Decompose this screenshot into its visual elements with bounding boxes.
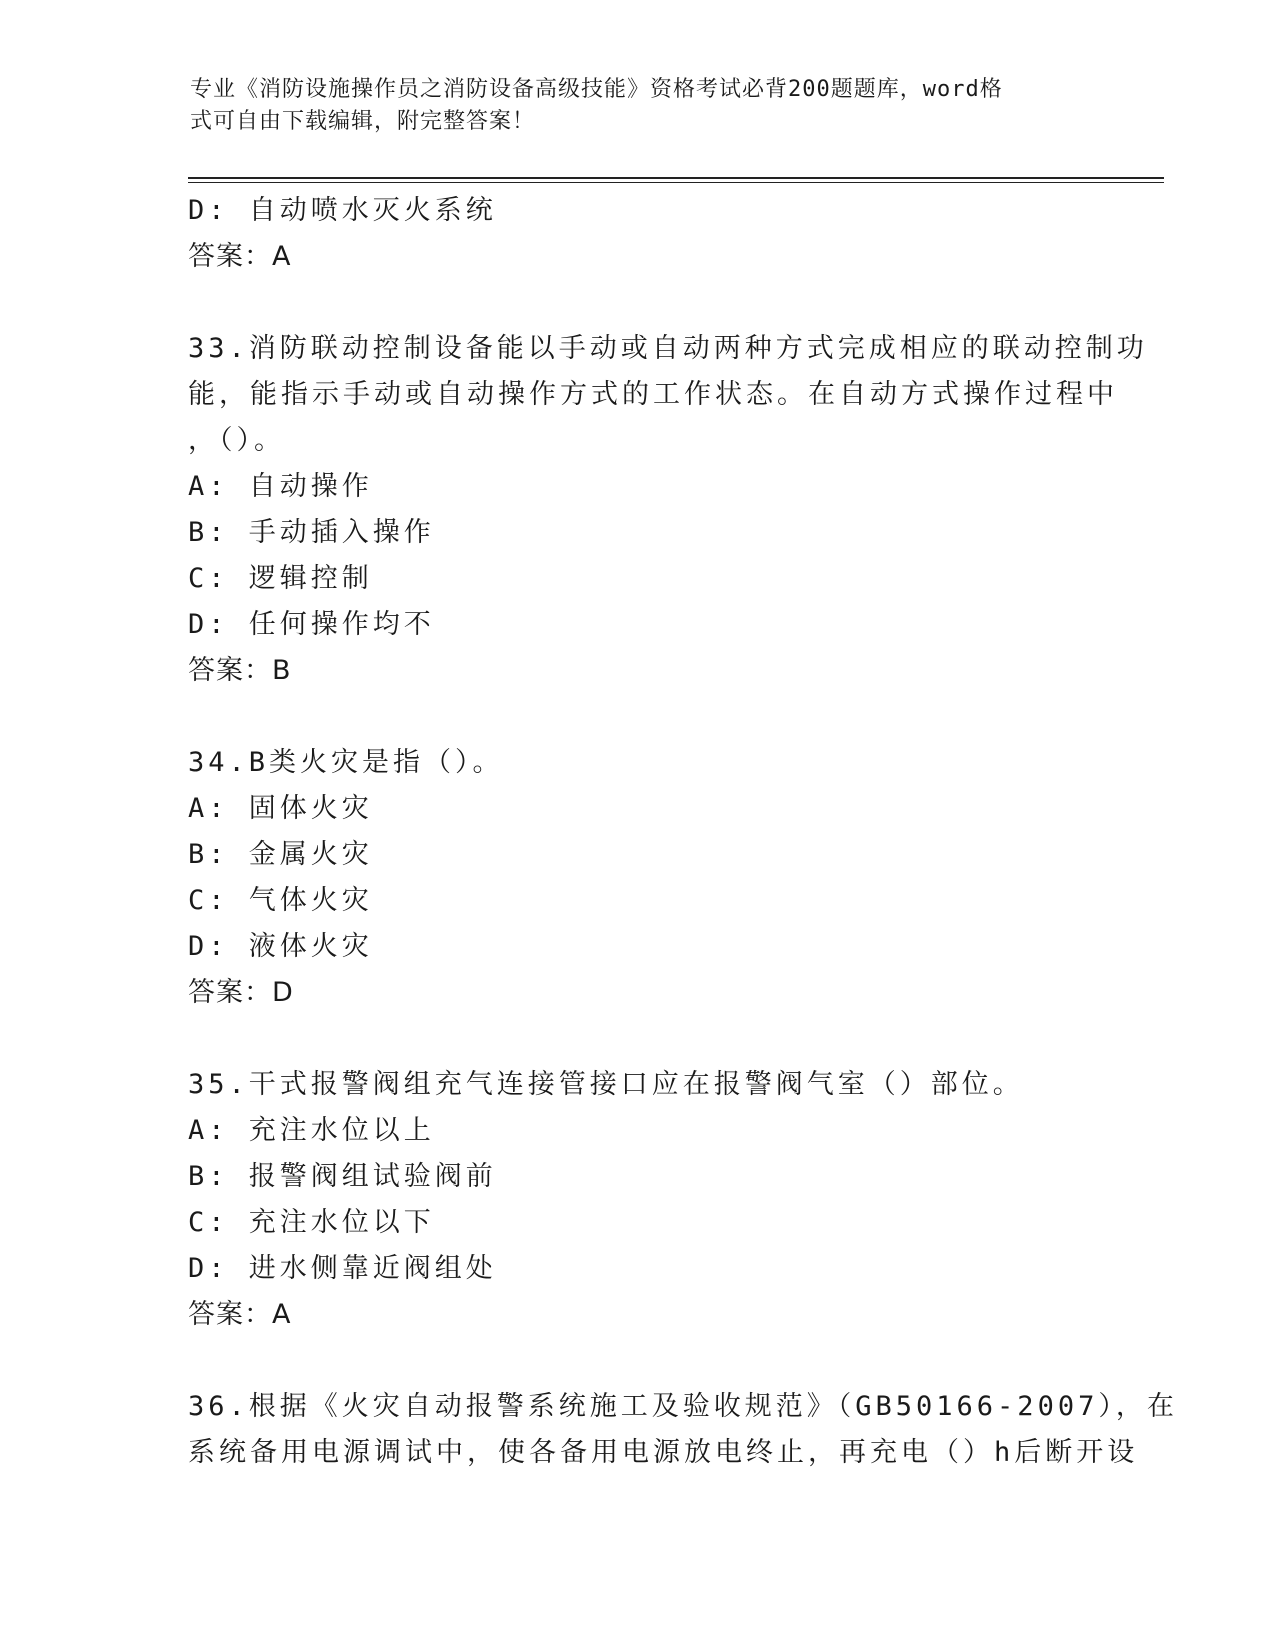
previous-question-tail bbox=[188, 188, 1088, 280]
option-b: B: 手动插入操作 bbox=[188, 517, 435, 548]
question-text-line: 系统备用电源调试中，使各备用电源放电终止，再充电（）h后断开设 bbox=[188, 1437, 1139, 1468]
question-text-line: ，（）。 bbox=[188, 425, 285, 456]
option-d: D: 任何操作均不 bbox=[188, 609, 435, 640]
question-text-line: 能，能指示手动或自动操作方式的工作状态。在自动方式操作过程中 bbox=[188, 379, 1118, 410]
option-a: A: 固体火灾 bbox=[188, 793, 373, 824]
document-header bbox=[190, 74, 1090, 138]
question-content bbox=[188, 188, 1178, 1476]
spacer bbox=[188, 1016, 1088, 1062]
option-b: B: 金属火灾 bbox=[188, 839, 373, 870]
question-33 bbox=[188, 326, 1148, 694]
header-divider-thick bbox=[188, 177, 1164, 179]
option-c: C: 气体火灾 bbox=[188, 885, 373, 916]
answer-line: 答案：D bbox=[188, 977, 294, 1008]
question-text-line: 33.消防联动控制设备能以手动或自动两种方式完成相应的联动控制功 bbox=[188, 333, 1148, 364]
option-d: D: 液体火灾 bbox=[188, 931, 373, 962]
answer-line: 答案：B bbox=[188, 655, 292, 686]
header-line-2: 式可自由下载编辑，附完整答案！ bbox=[190, 109, 536, 134]
header-line-1: 专业《消防设施操作员之消防设备高级技能》资格考试必背200题题库，word格 bbox=[190, 77, 1003, 102]
option-d: D: 自动喷水灭火系统 bbox=[188, 195, 497, 226]
question-34 bbox=[188, 740, 1088, 1016]
option-a: A: 充注水位以上 bbox=[188, 1115, 435, 1146]
question-text-line: 34.B类火灾是指（）。 bbox=[188, 747, 504, 778]
question-35 bbox=[188, 1062, 1088, 1338]
spacer bbox=[188, 1338, 1088, 1384]
option-d: D: 进水侧靠近阀组处 bbox=[188, 1253, 497, 1284]
question-text-line: 35.干式报警阀组充气连接管接口应在报警阀气室（）部位。 bbox=[188, 1069, 1024, 1100]
answer-line: 答案：A bbox=[188, 1299, 292, 1330]
option-a: A: 自动操作 bbox=[188, 471, 373, 502]
header-divider-thin bbox=[188, 182, 1164, 183]
question-text-line: 36.根据《火灾自动报警系统施工及验收规范》（GB50166-2007），在 bbox=[188, 1391, 1178, 1422]
answer-line: 答案：A bbox=[188, 241, 292, 272]
question-36 bbox=[188, 1384, 1178, 1476]
spacer bbox=[188, 694, 1088, 740]
option-c: C: 逻辑控制 bbox=[188, 563, 373, 594]
option-b: B: 报警阀组试验阀前 bbox=[188, 1161, 497, 1192]
option-c: C: 充注水位以下 bbox=[188, 1207, 435, 1238]
spacer bbox=[188, 280, 1088, 326]
